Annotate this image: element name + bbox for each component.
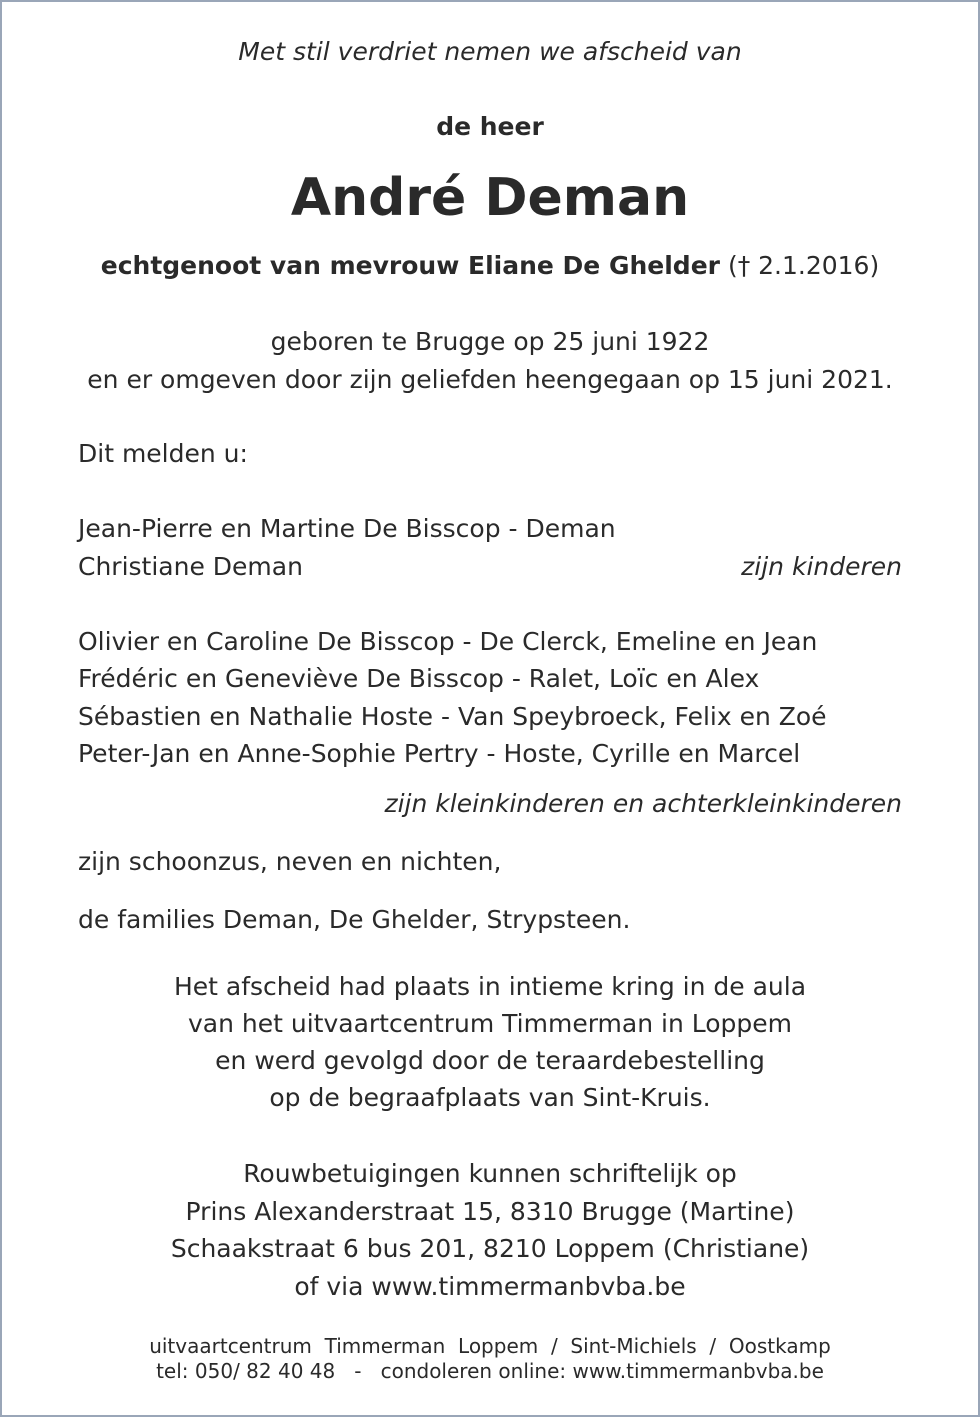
grandchildren-role: zijn kleinkinderen en achterkleinkinderen	[384, 789, 902, 818]
footer-line: uitvaartcentrum Timmerman Loppem / Sint-Michiels / Oostkamp	[149, 1334, 831, 1358]
child-name: Jean-Pierre en Martine De Bisscop - Deman	[78, 514, 616, 543]
farewell-line: Het afscheid had plaats in intieme kring in de aula	[173, 972, 807, 1001]
grandchild-line: Olivier en Caroline De Bisscop - De Clerck, Emeline en Jean	[78, 627, 818, 656]
children-role: zijn kinderen	[741, 552, 902, 581]
farewell-line: op de begraafplaats van Sint-Kruis.	[269, 1083, 711, 1112]
condolence-line: Rouwbetuigingen kunnen schriftelijk op	[243, 1159, 737, 1188]
spouse-note: († 2.1.2016)	[727, 251, 880, 280]
salutation: de heer	[436, 112, 544, 141]
condolence-line: Schaakstraat 6 bus 201, 8210 Loppem (Christiane)	[170, 1234, 810, 1263]
spouse-line	[2, 251, 978, 281]
deceased-name: André Deman	[290, 168, 690, 228]
child-name: Christiane Deman	[78, 552, 303, 581]
spouse-text: echtgenoot van mevrouw Eliane De Ghelder	[100, 251, 720, 280]
grandchild-line: Sébastien en Nathalie Hoste - Van Speybroeck, Felix en Zoé	[78, 702, 827, 731]
birth-line: geboren te Brugge op 25 juni 1922	[270, 327, 710, 356]
inlaws-line: zijn schoonzus, neven en nichten,	[78, 847, 502, 876]
death-line: en er omgeven door zijn geliefden heengegaan op 15 juni 2021.	[87, 365, 893, 394]
website-line: of via www.timmermanbvba.be	[294, 1272, 686, 1301]
announce-line: Dit melden u:	[78, 439, 248, 468]
condolence-line: Prins Alexanderstraat 15, 8310 Brugge (Martine)	[185, 1197, 795, 1226]
farewell-line: en werd gevolgd door de teraardebestelling	[215, 1046, 765, 1075]
farewell-line: van het uitvaartcentrum Timmerman in Loppem	[187, 1009, 793, 1038]
grandchild-line: Peter-Jan en Anne-Sophie Pertry - Hoste, Cyrille en Marcel	[78, 739, 801, 768]
families-line: de families Deman, De Ghelder, Strypsteen.	[78, 905, 631, 934]
grandchild-line: Frédéric en Geneviève De Bisscop - Ralet, Loïc en Alex	[78, 664, 760, 693]
footer-line: tel: 050/ 82 40 48 - condoleren online: www.timmermanbvba.be	[156, 1359, 824, 1383]
child-row	[78, 552, 902, 582]
intro-line: Met stil verdriet nemen we afscheid van	[238, 37, 742, 66]
